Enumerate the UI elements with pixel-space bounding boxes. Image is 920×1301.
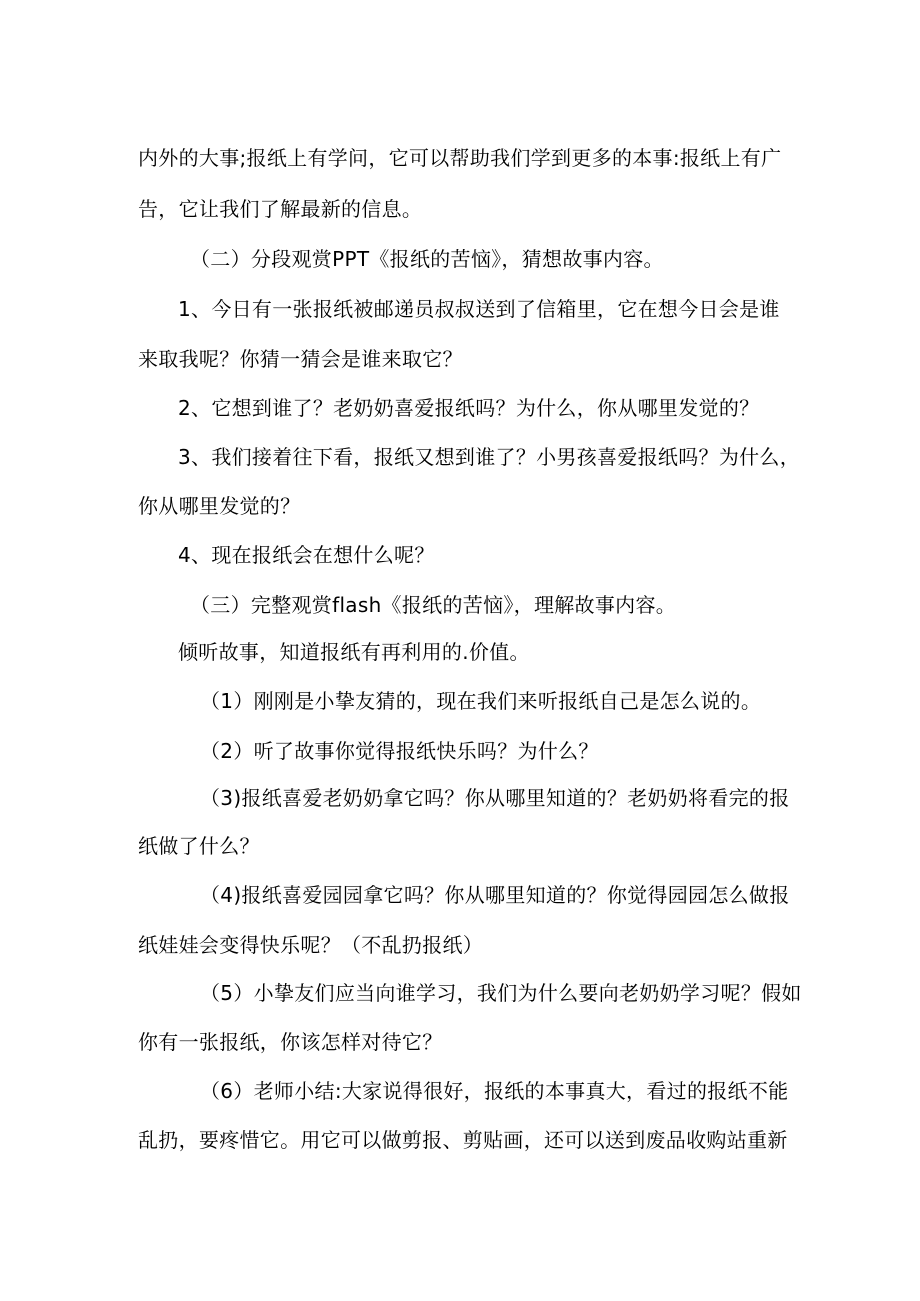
text-line: 纸做了什么？ [138,834,260,858]
text-line: 1、今日有一张报纸被邮递员叔叔送到了信箱里，它在想今日会是谁 [178,297,780,321]
text-line: （1）刚刚是小挚友猜的，现在我们来听报纸自己是怎么说的。 [200,689,762,713]
text-line: 你有一张报纸，你该怎样对待它？ [138,1030,443,1054]
text-line: 来取我呢？你猜一猜会是谁来取它？ [138,347,463,371]
text-line: （5）小挚友们应当向谁学习，我们为什么要向老奶奶学习呢？假如 [200,981,802,1005]
text-line: 2、它想到谁了？老奶奶喜爱报纸吗？为什么，你从哪里发觉的？ [178,396,760,420]
text-line: （4)报纸喜爱园园拿它吗？你从哪里知道的？你觉得园园怎么做报 [200,883,790,907]
text-line: （2）听了故事你觉得报纸快乐吗？为什么？ [200,739,599,763]
text-line: 告，它让我们了解最新的信息。 [138,197,423,221]
text-line: 你从哪里发觉的？ [138,494,301,518]
section-heading: （二）分段观赏PPT《报纸的苦恼》，猜想故事内容。 [190,247,664,271]
section-heading: （三）完整观赏flash《报纸的苦恼》，理解故事内容。 [190,593,677,617]
text-line: 乱扔，要疼惜它。用它可以做剪报、剪贴画，还可以送到废品收购站重新 [138,1128,788,1152]
text-line: （6）老师小结:大家说得很好，报纸的本事真大，看过的报纸不能 [200,1079,789,1103]
text-line: （3)报纸喜爱老奶奶拿它吗？你从哪里知道的？老奶奶将看完的报 [200,786,790,810]
text-line: 倾听故事，知道报纸有再利用的.价值。 [178,640,530,664]
text-line: 3、我们接着往下看，报纸又想到谁了？小男孩喜爱报纸吗？为什么， [178,445,801,469]
text-line: 纸娃娃会变得快乐呢？（不乱扔报纸） [138,933,484,957]
text-line: 4、现在报纸会在想什么呢？ [178,543,435,567]
text-line: 内外的大事;报纸上有学问，它可以帮助我们学到更多的本事:报纸上有广 [138,146,782,170]
